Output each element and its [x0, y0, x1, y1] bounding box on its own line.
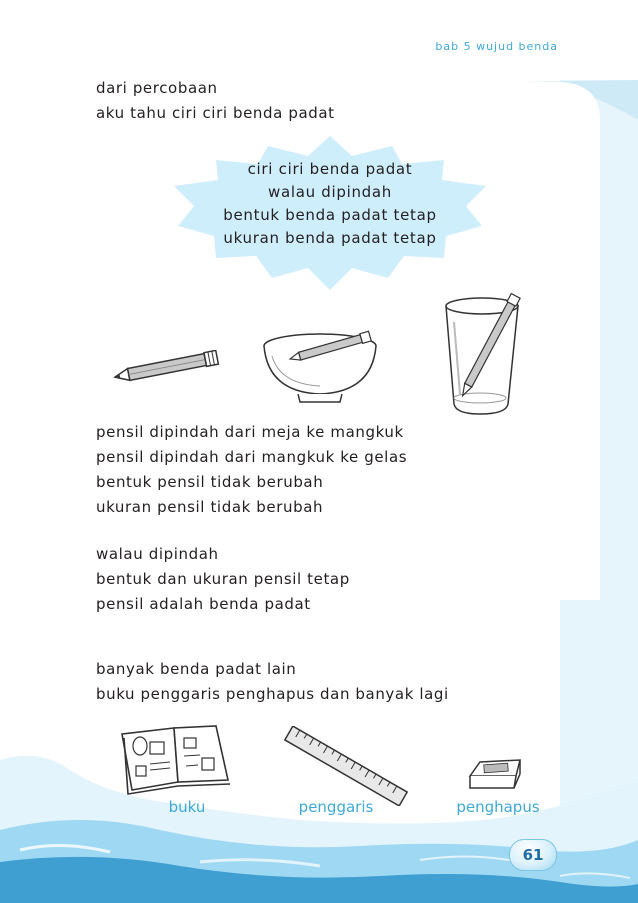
- chapter-header: bab 5 wujud benda: [435, 40, 558, 53]
- callout-line: ukuran benda padat tetap: [223, 229, 437, 247]
- callout-line: ciri ciri benda padat: [247, 160, 413, 178]
- paragraph-line: pensil adalah benda padat: [96, 595, 311, 613]
- paragraph-2: [96, 542, 350, 617]
- paragraph-3: [96, 657, 449, 707]
- page-number: 61: [509, 839, 557, 871]
- caption-ruler: penggaris: [298, 798, 374, 816]
- intro-line: aku tahu ciri ciri benda padat: [96, 104, 335, 122]
- callout-line: bentuk benda padat tetap: [223, 206, 437, 224]
- bowl-with-pencil-illustration: [258, 322, 382, 406]
- paragraph-line: bentuk dan ukuran pensil tetap: [96, 570, 350, 588]
- paragraph-1: [96, 420, 407, 520]
- paragraph-line: pensil dipindah dari meja ke mangkuk: [96, 423, 404, 441]
- paragraph-line: ukuran pensil tidak berubah: [96, 498, 324, 516]
- book-illustration: [118, 724, 234, 796]
- paragraph-line: pensil dipindah dari mangkuk ke gelas: [96, 448, 408, 466]
- paragraph-line: bentuk pensil tidak berubah: [96, 473, 324, 491]
- ruler-illustration: [282, 726, 410, 806]
- callout-text: [172, 158, 488, 250]
- glass-with-pencil-illustration: [440, 292, 526, 418]
- callout-line: walau dipindah: [268, 183, 392, 201]
- intro-text: [96, 76, 335, 126]
- intro-line: dari percobaan: [96, 79, 218, 97]
- eraser-illustration: [466, 754, 524, 794]
- paragraph-line: buku penggaris penghapus dan banyak lagi: [96, 685, 449, 703]
- caption-book: buku: [168, 798, 206, 816]
- pencil-illustration: [108, 350, 226, 384]
- paragraph-line: banyak benda padat lain: [96, 660, 297, 678]
- paragraph-line: walau dipindah: [96, 545, 219, 563]
- caption-eraser: penghapus: [456, 798, 540, 816]
